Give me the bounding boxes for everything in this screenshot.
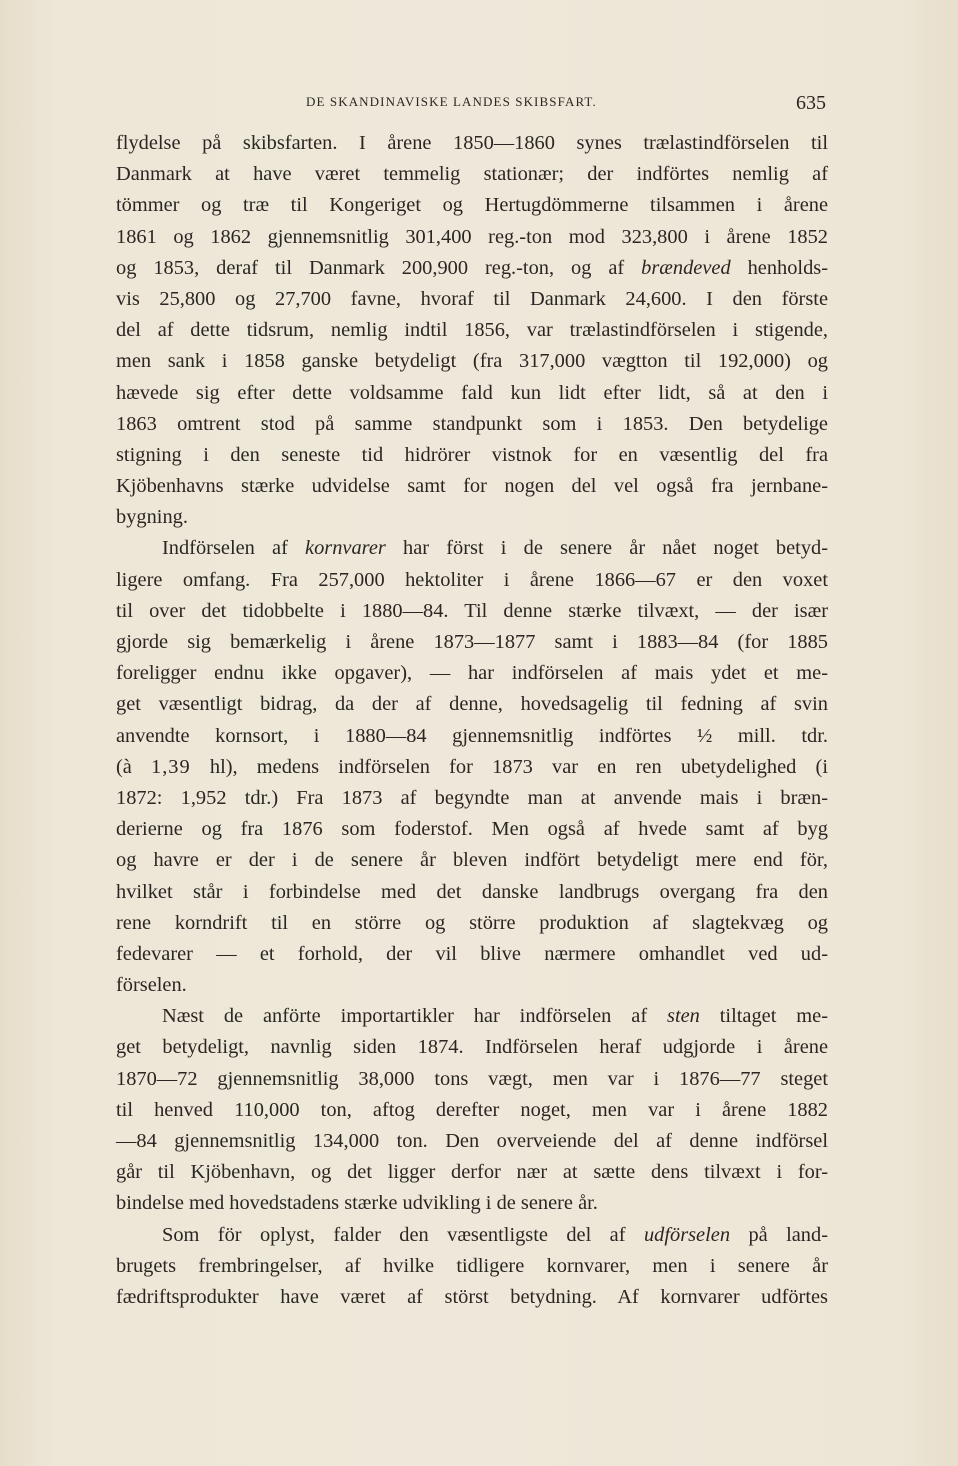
text-segment: foreligger endnu ikke opgaver), — har indförselen af mais ydet et me- <box>116 662 828 685</box>
text-segment: Kjöbenhavns stærke udvidelse samt for nogen del vel også fra jernbane- <box>116 475 828 498</box>
text-line <box>116 565 828 596</box>
text-segment: tömmer og træ til Kongeriget og Hertugdömmerne tilsammen i årene <box>116 194 828 217</box>
text-segment: brugets frembringelser, af hvilke tidligere kornvarer, men i senere år <box>116 1254 828 1277</box>
text-segment: Danmark at have været temmelig stationær; der indförtes nemlig af <box>116 163 828 186</box>
body-text <box>116 128 828 1313</box>
text-line <box>116 502 828 533</box>
italic-term: sten <box>667 1005 700 1028</box>
text-segment: til henved 110,000 ton, aftog derefter noget, men var i årene 1882 <box>116 1098 828 1121</box>
text-segment: 1870—72 gjennemsnitlig 38,000 tons vægt, men var i 1876—77 steget <box>116 1067 828 1090</box>
text-line <box>116 1282 828 1313</box>
text-line <box>116 533 828 564</box>
text-segment: Næst de anförte importartikler har indförselen af <box>162 1005 668 1028</box>
text-line <box>116 1032 828 1063</box>
text-segment: ligere omfang. Fra 257,000 hektoliter i årene 1866—67 er den voxet <box>116 568 828 591</box>
text-line <box>116 190 828 221</box>
text-segment: stigning i den seneste tid hidrörer vistnok for en væsentlig del fra <box>116 443 828 466</box>
text-line <box>116 658 828 689</box>
text-segment: 1,39 <box>151 755 191 778</box>
text-segment: rene korndrift til en större og större produktion af slagtekvæg og <box>116 911 828 934</box>
text-segment: vis 25,800 og 27,700 favne, hvoraf til Danmark 24,600. I den förste <box>116 287 828 310</box>
text-segment: (à <box>116 755 152 778</box>
text-line <box>116 222 828 253</box>
text-segment: bygning. <box>116 506 188 529</box>
text-line <box>116 284 828 315</box>
text-segment: fædriftsprodukter have været af störst betydning. Af kornvarer udförtes <box>116 1285 828 1308</box>
text-segment: hvilket står i forbindelse med det danske landbrugs overgang fra den <box>116 880 828 903</box>
text-line <box>116 689 828 720</box>
text-line <box>116 1188 828 1219</box>
text-segment: henholds- <box>730 256 829 279</box>
page-header <box>116 92 828 116</box>
text-segment: fedevarer — et forhold, der vil blive nærmere omhandlet ved ud- <box>116 942 828 965</box>
text-line <box>116 409 828 440</box>
text-line <box>116 1126 828 1157</box>
text-segment: get betydeligt, navnlig siden 1874. Indförselen heraf udgjorde i årene <box>116 1036 828 1059</box>
text-segment: har först i de senere år nået noget betyd- <box>385 537 829 560</box>
text-segment: 1863 omtrent stod på samme standpunkt som i 1853. Den betydelige <box>116 412 828 435</box>
text-line <box>116 627 828 658</box>
text-line <box>116 346 828 377</box>
text-segment: Indförselen af <box>162 537 306 560</box>
text-segment: 1861 og 1862 gjennemsnitlig 301,400 reg.-ton mod 323,800 i årene 1852 <box>116 225 828 248</box>
italic-term: brændeved <box>641 256 731 279</box>
text-segment: gjorde sig bemærkelig i årene 1873—1877 samt i 1883—84 (for 1885 <box>116 631 828 653</box>
text-line <box>116 1157 828 1188</box>
text-segment: på land- <box>730 1223 828 1246</box>
text-line <box>116 939 828 970</box>
text-line <box>116 315 828 346</box>
text-segment: bindelse med hovedstadens stærke udvikling i de senere år. <box>116 1192 598 1215</box>
text-segment: men sank i 1858 ganske betydeligt (fra 317,000 vægtton til 192,000) og <box>116 350 828 373</box>
text-line <box>116 877 828 908</box>
text-line <box>116 1220 828 1251</box>
text-segment: går til Kjöbenhavn, og det ligger derfor nær at sætte dens tilvæxt i for- <box>116 1161 828 1184</box>
text-segment: förselen. <box>116 974 187 997</box>
italic-term: kornvarer <box>305 537 386 560</box>
text-segment: hævede sig efter dette voldsamme fald kun lidt efter lidt, så at den i <box>116 381 828 404</box>
text-line <box>116 440 828 471</box>
text-line <box>116 970 828 1001</box>
text-segment: get væsentligt bidrag, da der af denne, hovedsagelig til fedning af svin <box>116 693 828 716</box>
text-segment: 1872: 1,952 tdr.) Fra 1873 af begyndte man at anvende mais i bræn- <box>116 786 828 809</box>
text-line <box>116 253 828 284</box>
text-line <box>116 752 828 783</box>
text-line <box>116 845 828 876</box>
text-line <box>116 1001 828 1032</box>
italic-term: udförselen <box>643 1223 731 1246</box>
text-line <box>116 1064 828 1095</box>
page-number: 635 <box>796 92 826 114</box>
text-line <box>116 721 828 752</box>
text-segment: anvendte kornsort, i 1880—84 gjennemsnitlig indförtes ½ mill. tdr. <box>116 724 828 747</box>
text-segment: og havre er der i de senere år bleven indfört betydeligt mere end för, <box>116 849 828 872</box>
text-line <box>116 378 828 409</box>
text-line <box>116 596 828 627</box>
text-segment: derierne og fra 1876 som foderstof. Men også af hvede samt af byg <box>116 818 828 841</box>
text-segment: til over det tidobbelte i 1880—84. Til denne stærke tilvæxt, — der især <box>116 599 828 622</box>
text-segment: tiltaget me- <box>699 1005 828 1028</box>
text-line <box>116 471 828 502</box>
text-line <box>116 1251 828 1282</box>
text-segment: flydelse på skibsfarten. I årene 1850—1860 synes trælastindförselen til <box>116 132 828 154</box>
text-line <box>116 814 828 845</box>
text-segment: hl), medens indförselen for 1873 var en ren ubetydelighed (i <box>190 755 828 778</box>
text-line <box>116 783 828 814</box>
text-segment: —84 gjennemsnitlig 134,000 ton. Den overveiende del af denne indförsel <box>116 1130 828 1152</box>
text-line <box>116 1095 828 1126</box>
text-segment: Som för oplyst, falder den væsentligste del af <box>162 1223 644 1246</box>
text-line <box>116 159 828 190</box>
text-line <box>116 908 828 939</box>
text-segment: og 1853, deraf til Danmark 200,900 reg.-ton, og af <box>116 256 642 279</box>
text-segment: del af dette tidsrum, nemlig indtil 1856, var trælastindförselen i stigende, <box>116 319 828 342</box>
text-line <box>116 128 828 159</box>
running-head: DE SKANDINAVISKE LANDES SKIBSFART. <box>306 94 597 109</box>
